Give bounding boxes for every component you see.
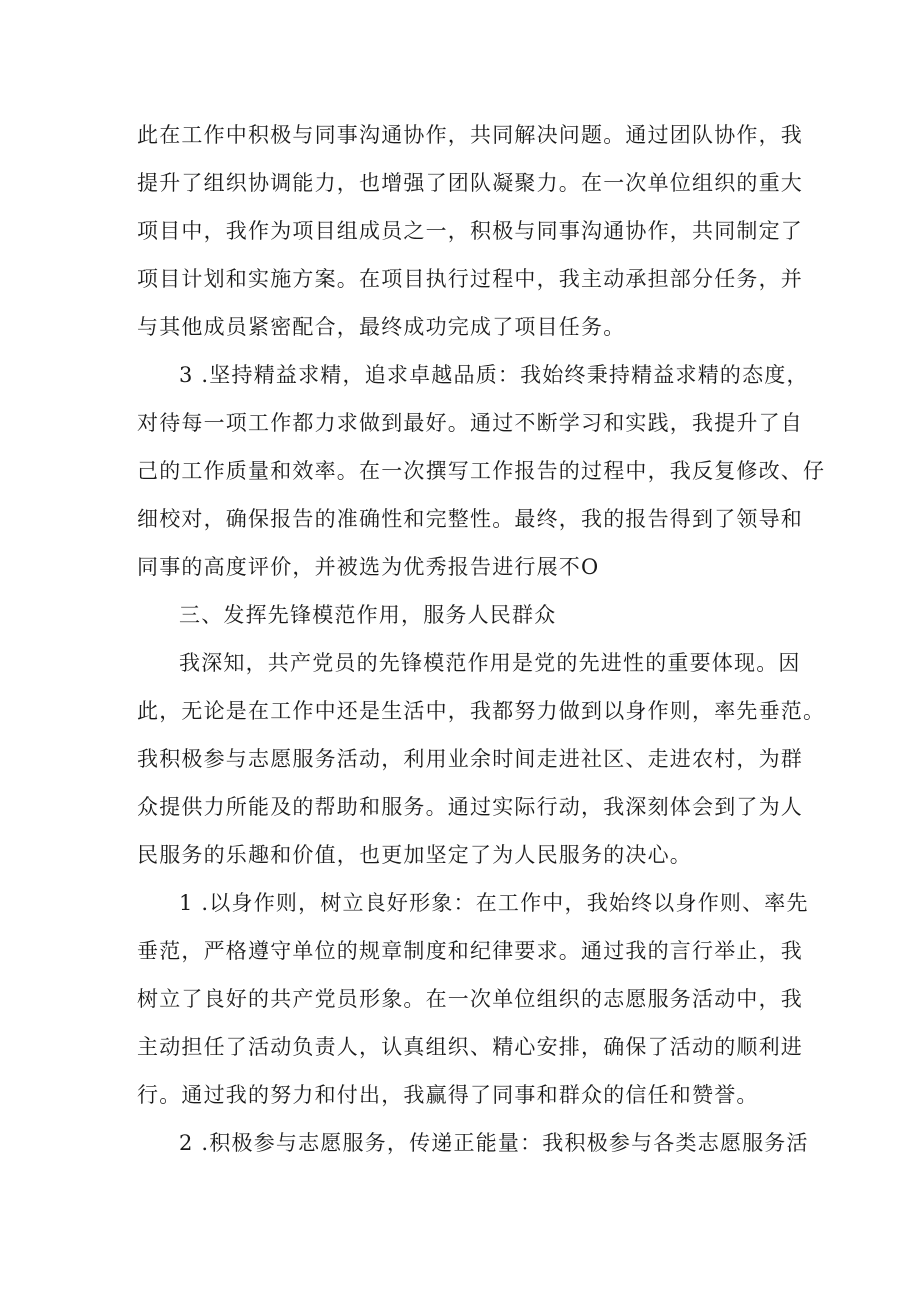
paragraph-line: 同事的高度评价，并被选为优秀报告进行展不O: [137, 555, 600, 579]
list-item-heading-line: 1 .以身作则，树立良好形象：在工作中，我始终以身作则、率先: [179, 891, 809, 915]
paragraph-line: 我深知，共产党员的先锋模范作用是党的先进性的重要体现。因: [179, 651, 801, 675]
list-item-heading-line: 2 .积极参与志愿服务，传递正能量：我积极参与各类志愿服务活: [179, 1131, 809, 1155]
paragraph-line: 垂范，严格遵守单位的规章制度和纪律要求。通过我的言行举止，我: [137, 939, 803, 963]
paragraph-line: 树立了良好的共产党员形象。在一次单位组织的志愿服务活动中，我: [137, 987, 803, 1011]
paragraph-line: 主动担任了活动负责人，认真组织、精心安排，确保了活动的顺利进: [137, 1035, 803, 1059]
paragraph-line: 与其他成员紧密配合，最终成功完成了项目任务。: [137, 315, 626, 339]
paragraph-3: [137, 639, 826, 879]
paragraph-line: 众提供力所能及的帮助和服务。通过实际行动，我深刻体会到了为人: [137, 795, 803, 819]
document-body: [137, 111, 826, 1167]
list-item-heading-line: 3 .坚持精益求精，追求卓越品质：我始终秉持精益求精的态度，: [179, 363, 809, 387]
paragraph-line: 细校对，确保报告的准确性和完整性。最终，我的报告得到了领导和: [137, 507, 803, 531]
section-heading: 三、发挥先锋模范作用，服务人民群众: [179, 603, 557, 627]
paragraph-2: [137, 351, 826, 591]
paragraph-line: 行。通过我的努力和付出，我赢得了同事和群众的信任和赞誉。: [137, 1083, 759, 1107]
paragraph-5: [137, 1119, 809, 1167]
paragraph-4: [137, 879, 809, 1119]
paragraph-line: 我积极参与志愿服务活动，利用业余时间走进社区、走进农村，为群: [137, 747, 803, 771]
paragraph-1: [137, 111, 803, 351]
paragraph-line: 此，无论是在工作中还是生活中，我都努力做到以身作则，率先垂范。: [137, 699, 826, 723]
paragraph-line: 项目中，我作为项目组成员之一，积极与同事沟通协作，共同制定了: [137, 219, 803, 243]
paragraph-line: 对待每一项工作都力求做到最好。通过不断学习和实践，我提升了自: [137, 411, 803, 435]
paragraph-line: 项目计划和实施方案。在项目执行过程中，我主动承担部分任务，并: [137, 267, 803, 291]
paragraph-line: 提升了组织协调能力，也增强了团队凝聚力。在一次单位组织的重大: [137, 171, 803, 195]
paragraph-line: 民服务的乐趣和价值，也更加坚定了为人民服务的决心。: [137, 843, 692, 867]
paragraph-line: 己的工作质量和效率。在一次撰写工作报告的过程中，我反复修改、仔: [137, 459, 826, 483]
paragraph-line: 此在工作中积极与同事沟通协作，共同解决问题。通过团队协作，我: [137, 123, 803, 147]
